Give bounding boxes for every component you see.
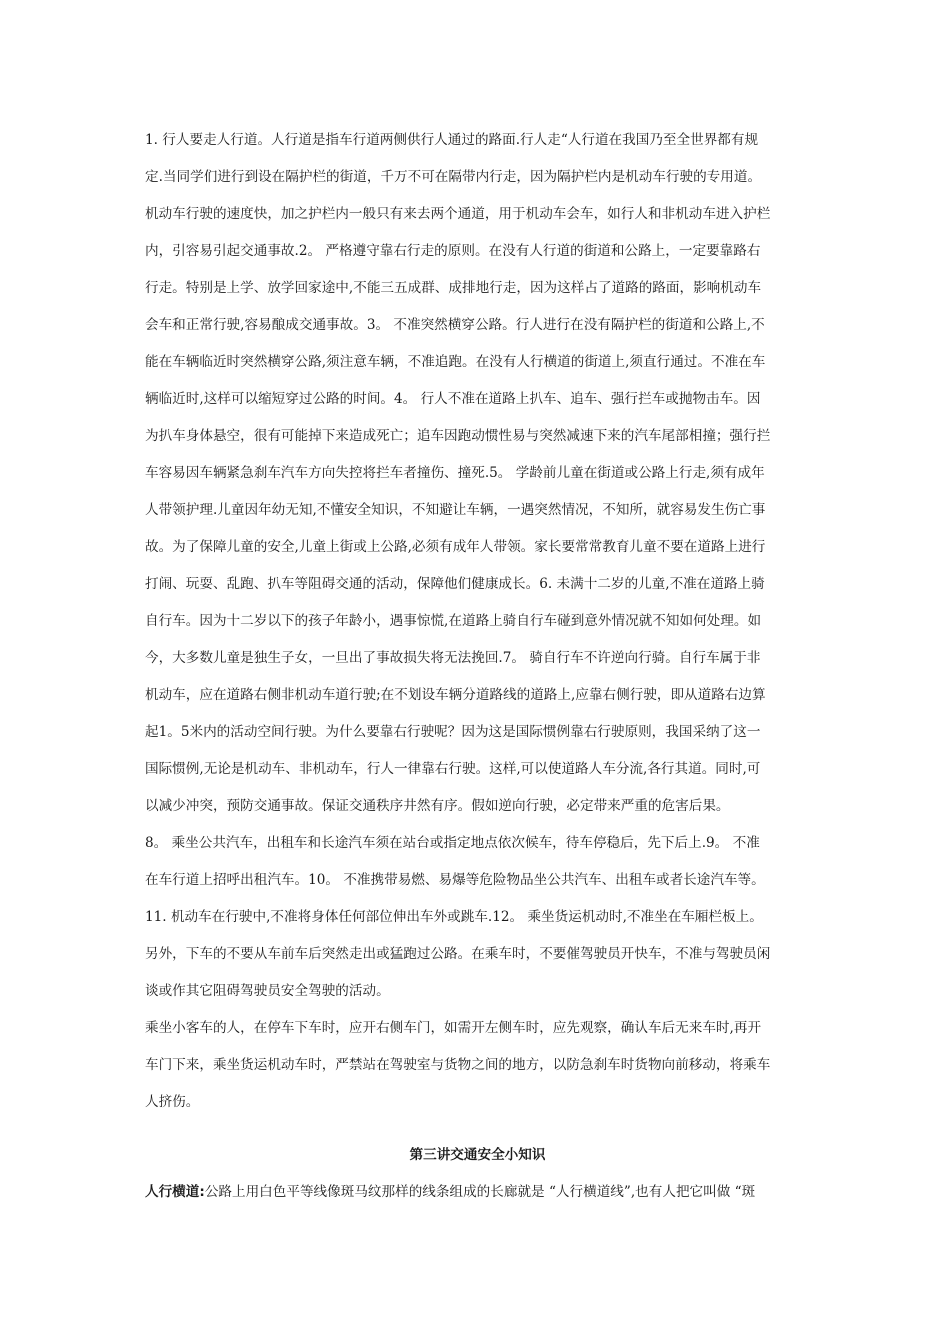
term-label: 人行横道:: [145, 1184, 205, 1200]
text-line: 车容易因车辆紧急刹车汽车方向失控将拦车者撞伤、撞死.5。 学龄前儿童在街道或公路上行走,须有成年: [145, 465, 765, 481]
text-line: 起1。5米内的活动空间行驶。为什么要靠右行驶呢？因为这是国际惯例靠右行驶原则，我国采纳了这一: [145, 724, 761, 740]
term-definition: [145, 1174, 810, 1211]
text-line: 另外，下车的不要从车前车后突然走出或猛跑过公路。在乘车时，不要催驾驶员开快车，不准与驾驶员闲: [145, 946, 771, 962]
text-line: 机动车，应在道路右侧非机动车道行驶;在不划设车辆分道路线的道路上,应靠右侧行驶，即从道路右边算: [145, 687, 766, 703]
text-line: 乘坐小客车的人，在停车下车时，应开右侧车门，如需开左侧车时，应先观察，确认车后无来车时,再开: [145, 1020, 762, 1036]
text-line: 人带领护理.儿童因年幼无知,不懂安全知识，不知避让车辆，一遇突然情况，不知所，就容易发生伤亡事: [145, 502, 766, 518]
text-line: 机动车行驶的速度快，加之护栏内一般只有来去两个通道，用于机动车会车，如行人和非机动车进入护栏: [145, 206, 771, 222]
text-line: 谈或作其它阻碍驾驶员安全驾驶的活动。: [145, 983, 390, 999]
text-line: 1. 行人要走人行道。人行道是指车行道两侧供行人通过的路面.行人走“人行道在我国乃至全世界都有规: [145, 132, 759, 148]
section-heading: 第三讲交通安全小知识: [409, 1147, 546, 1163]
paragraph-block: [145, 122, 810, 1121]
text-line: 故。为了保障儿童的安全,儿童上街或上公路,必须有成年人带领。家长要常常教育儿童不要在道路上进行: [145, 539, 766, 555]
text-line: 今，大多数儿童是独生子女，一旦出了事故损失将无法挽回.7。 骑自行车不许逆向行骑。自行车属于非: [145, 650, 761, 666]
text-line: 行走。特别是上学、放学回家途中,不能三五成群、成排地行走，因为这样占了道路的路面，影响机动车: [145, 280, 762, 296]
text-line: 为扒车身体悬空，很有可能掉下来造成死亡；追车因跑动惯性易与突然减速下来的汽车尾部相撞；强行拦: [145, 428, 771, 444]
text-line: 11. 机动车在行驶中,不准将身体任何部位伸出车外或跳车.12。 乘坐货运机动时,不准坐在车厢栏板上。: [145, 909, 763, 925]
text-line: 会车和正常行驶,容易酿成交通事故。3。 不准突然横穿公路。行人进行在没有隔护栏的街道和公路上,不: [145, 317, 765, 333]
text-line: 8。 乘坐公共汽车，出租车和长途汽车须在站台或指定地点依次候车，待车停稳后，先下后上.9。 不准: [145, 835, 760, 851]
text-line: 能在车辆临近时突然横穿公路,须注意车辆，不准追跑。在没有人行横道的街道上,须直行通过。不准在车: [145, 354, 766, 370]
text-line: 国际惯例,无论是机动车、非机动车，行人一律靠右行驶。这样,可以使道路人车分流,各行其道。同时,可: [145, 761, 761, 777]
text-line: 以减少冲突，预防交通事故。保证交通秩序井然有序。假如逆向行驶，必定带来严重的危害后果。: [145, 798, 730, 814]
text-line: 车门下来，乘坐货运机动车时，严禁站在驾驶室与货物之间的地方，以防急刹车时货物向前移动，将乘车: [145, 1057, 771, 1073]
term-text: 公路上用白色平等线像斑马纹那样的线条组成的长廊就是 “人行横道线”,也有人把它叫做 “斑: [204, 1184, 756, 1200]
text-line: 内，引容易引起交通事故.2。 严格遵守靠右行走的原则。在没有人行道的街道和公路上，一定要靠路右: [145, 243, 761, 259]
text-line: 人挤伤。: [145, 1094, 200, 1110]
text-line: 打闹、玩耍、乱跑、扒车等阻碍交通的活动，保障他们健康成长。6. 未满十二岁的儿童,不准在道路上骑: [145, 576, 765, 592]
document-body: [145, 122, 810, 1211]
text-line: 在车行道上招呼出租汽车。10。 不准携带易燃、易爆等危险物品坐公共汽车、出租车或者长途汽车等。: [145, 872, 765, 888]
text-line: 定.当同学们进行到设在隔护栏的街道，千万不可在隔带内行走，因为隔护栏内是机动车行驶的专用道。: [145, 169, 762, 185]
text-line: 辆临近时,这样可以缩短穿过公路的时间。4。 行人不准在道路上扒车、追车、强行拦车或抛物击车。因: [145, 391, 761, 407]
text-line: 自行车。因为十二岁以下的孩子年龄小，遇事惊慌,在道路上骑自行车碰到意外情况就不知如何处理。如: [145, 613, 762, 629]
